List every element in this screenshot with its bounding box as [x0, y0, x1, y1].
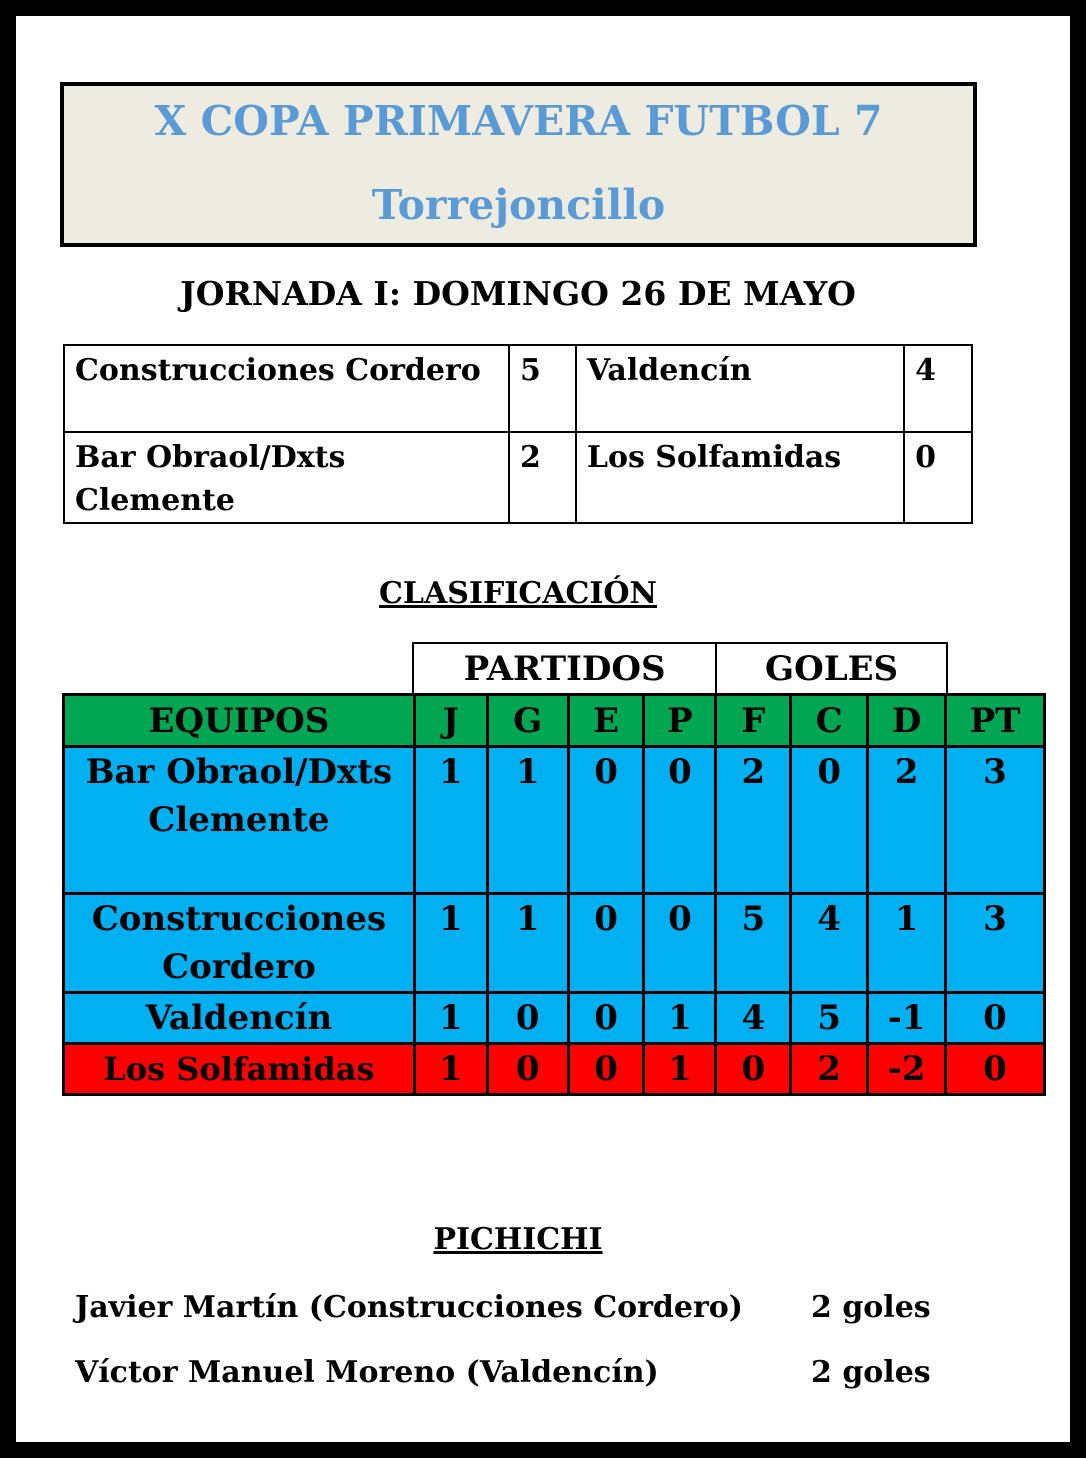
- column-header: PT: [946, 695, 1045, 747]
- stat-cell: 0: [946, 993, 1045, 1044]
- column-header: F: [716, 695, 791, 747]
- away-team: Los Solfamidas: [576, 432, 904, 523]
- column-header: J: [414, 695, 487, 747]
- stat-cell: 2: [868, 747, 946, 894]
- stat-cell: 4: [716, 993, 791, 1044]
- home-score: 5: [509, 345, 576, 432]
- standings-group-header: [412, 642, 948, 694]
- scorer-goals: 2 goles: [811, 1355, 931, 1390]
- stat-cell: 0: [946, 1044, 1045, 1095]
- list-item: [75, 1355, 975, 1391]
- title-box: [60, 82, 977, 247]
- results-table: [63, 344, 973, 524]
- column-header: E: [568, 695, 644, 747]
- group-partidos: PARTIDOS: [413, 643, 716, 694]
- stat-cell: 1: [414, 894, 487, 993]
- pichichi-title: PICHICHI: [433, 1222, 603, 1257]
- stat-cell: 1: [868, 894, 946, 993]
- stat-cell: 1: [487, 894, 568, 993]
- stat-cell: -1: [868, 993, 946, 1044]
- away-team: Valdencín: [576, 345, 904, 432]
- home-team: Construcciones Cordero: [64, 345, 509, 432]
- result-row: [64, 345, 972, 432]
- stat-cell: 1: [414, 747, 487, 894]
- stat-cell: 0: [791, 747, 868, 894]
- group-goles: GOLES: [716, 643, 947, 694]
- cup-title: X COPA PRIMAVERA FUTBOL 7: [154, 97, 883, 145]
- away-score: 4: [904, 345, 972, 432]
- stat-cell: 2: [791, 1044, 868, 1095]
- stat-cell: 0: [568, 1044, 644, 1095]
- table-row: [64, 894, 1045, 993]
- column-header: D: [868, 695, 946, 747]
- table-row: [64, 993, 1045, 1044]
- team-name: Bar Obraol/Dxts Clemente: [64, 747, 415, 894]
- stat-cell: 5: [716, 894, 791, 993]
- stat-cell: 1: [414, 993, 487, 1044]
- stat-cell: 0: [568, 894, 644, 993]
- page: [16, 16, 1070, 1442]
- result-row: [64, 432, 972, 523]
- stat-cell: 1: [487, 747, 568, 894]
- column-header: G: [487, 695, 568, 747]
- stat-cell: 1: [644, 1044, 716, 1095]
- stat-cell: 0: [716, 1044, 791, 1095]
- standings-title: CLASIFICACIÓN: [379, 576, 657, 611]
- stat-cell: 1: [644, 993, 716, 1044]
- stat-cell: -2: [868, 1044, 946, 1095]
- stat-cell: 3: [946, 747, 1045, 894]
- column-header: P: [644, 695, 716, 747]
- stat-cell: 0: [568, 993, 644, 1044]
- stat-cell: 0: [644, 894, 716, 993]
- stat-cell: 1: [414, 1044, 487, 1095]
- standings-table: [62, 693, 1046, 1096]
- team-name: Los Solfamidas: [64, 1044, 415, 1095]
- stat-cell: 4: [791, 894, 868, 993]
- away-score: 0: [904, 432, 972, 523]
- stat-cell: 0: [487, 993, 568, 1044]
- stat-cell: 3: [946, 894, 1045, 993]
- stat-cell: 0: [487, 1044, 568, 1095]
- standings-header-row: [64, 695, 1045, 747]
- list-item: [75, 1290, 975, 1326]
- scorer-goals: 2 goles: [811, 1290, 931, 1325]
- stat-cell: 0: [568, 747, 644, 894]
- home-score: 2: [509, 432, 576, 523]
- stat-cell: 0: [644, 747, 716, 894]
- scorer-name: Víctor Manuel Moreno (Valdencín): [75, 1355, 659, 1390]
- matchday-heading: JORNADA I: DOMINGO 26 DE MAYO: [180, 274, 856, 313]
- home-team: Bar Obraol/Dxts Clemente: [64, 432, 509, 523]
- stat-cell: 5: [791, 993, 868, 1044]
- stat-cell: 2: [716, 747, 791, 894]
- team-name: Construcciones Cordero: [64, 894, 415, 993]
- column-header: C: [791, 695, 868, 747]
- town-title: Torrejoncillo: [371, 181, 666, 229]
- team-name: Valdencín: [64, 993, 415, 1044]
- scorer-name: Javier Martín (Construcciones Cordero): [75, 1290, 743, 1325]
- table-row: [64, 1044, 1045, 1095]
- table-row: [64, 747, 1045, 894]
- column-header: EQUIPOS: [64, 695, 415, 747]
